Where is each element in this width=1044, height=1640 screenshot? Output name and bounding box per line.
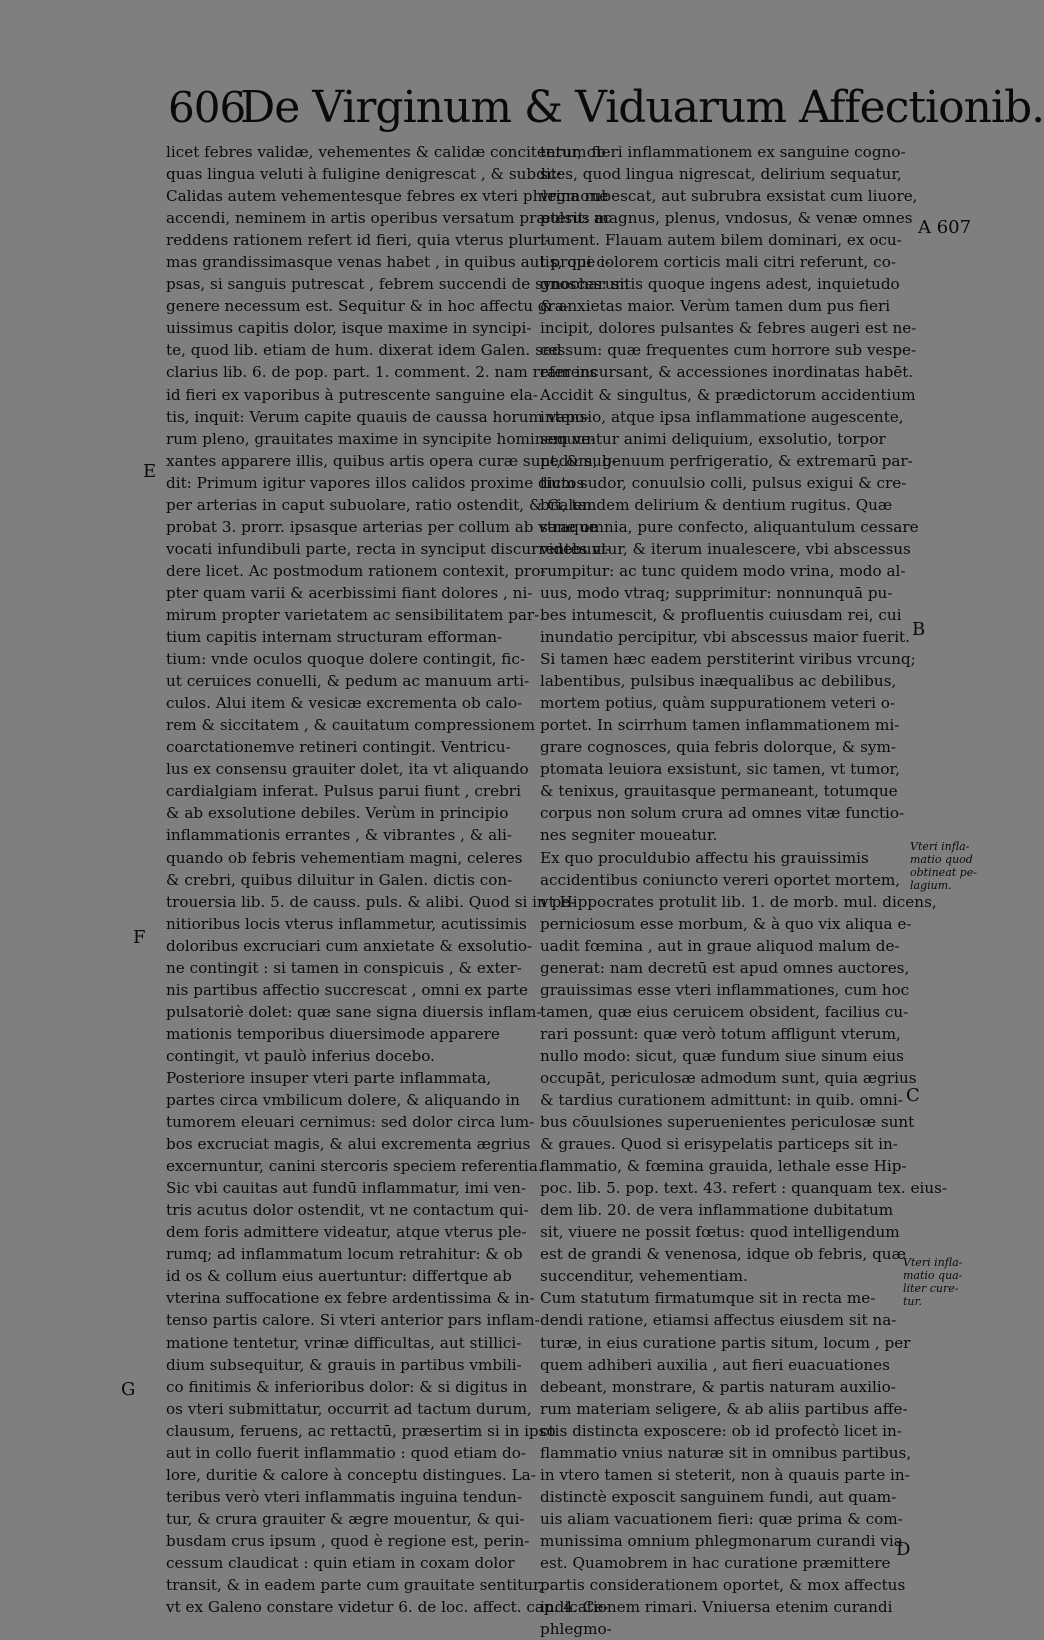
text-line: grare cognosces, quia febris dolorque, & sym- bbox=[540, 738, 896, 757]
text-line: mirum propter varietatem ac sensibilitatem par- bbox=[166, 605, 540, 624]
text-line: quem adhiberi auxilia , aut fieri euacuationes bbox=[540, 1355, 890, 1374]
text-line: dem foris admittere videatur, atque vterus ple- bbox=[166, 1223, 527, 1242]
text-line: tumorem eleuari cernimus: sed dolor circa lum- bbox=[166, 1113, 535, 1132]
text-line: Ex quo proculdubio affectu his grauissimis bbox=[540, 848, 869, 867]
text-line: ctis distincta exposcere: ob id profectò licet in- bbox=[540, 1421, 902, 1440]
text-line: tument. Flauam autem bilem dominari, ex ocu- bbox=[540, 231, 902, 250]
text-line: id fieri ex vaporibus à putrescente sanguine ela- bbox=[166, 385, 538, 404]
text-line: id os & collum eius auertuntur: differtque ab bbox=[166, 1267, 512, 1286]
text-line: vt Hippocrates protulit lib. 1. de morb. mul. dicens, bbox=[540, 892, 937, 911]
page-number: 606 bbox=[168, 83, 246, 132]
text-line: cessum: quæ frequentes cum horrore sub vespe- bbox=[540, 341, 917, 360]
text-line: turæ, in eius curatione partis situm, locum , per bbox=[540, 1333, 911, 1352]
text-line: terum fieri inflammationem ex sanguine cogno- bbox=[540, 143, 906, 161]
text-line: nullo modo: sicut, quæ fundum siue sinum eius bbox=[540, 1046, 904, 1065]
text-line: poc. lib. 5. pop. text. 43. refert : quanquam tex. eius- bbox=[540, 1179, 948, 1198]
text-line: phlegmo- bbox=[540, 1620, 612, 1639]
text-line: rum materiam seligere, & ab aliis partibus affe- bbox=[540, 1399, 908, 1418]
text-line: co finitimis & inferioribus dolor: & si digitus in bbox=[166, 1377, 528, 1396]
text-line: tris acutus dolor ostendit, vt ne contactum qui- bbox=[166, 1201, 529, 1220]
text-line: gnosces: sitis quoque ingens adest, inquietudo bbox=[540, 275, 900, 294]
margin-note-uterus-inflammation: Vteri infla- matio quod obtineat pe- lagium. bbox=[910, 840, 977, 892]
text-line: trouersia lib. 5. de causs. puls. & alibi. Quod si in pe- bbox=[166, 892, 576, 911]
text-line: excernuntur, canini stercoris speciem referentia. bbox=[166, 1157, 543, 1176]
text-line: nis partibus affectio succrescat , omni ex parte bbox=[166, 980, 528, 999]
text-line: quando ob febris vehementiam magni, celeres bbox=[166, 848, 523, 867]
text-line: tur, & crura grauiter & ægre mouentur, & qui- bbox=[166, 1509, 525, 1528]
text-line: uis aliam vacuationem fieri: quæ prima & com- bbox=[540, 1509, 903, 1528]
text-line: est. Quamobrem in hac curatione præmittere bbox=[540, 1554, 891, 1572]
text-line: portet. In scirrhum tamen inflammationem mi- bbox=[540, 716, 900, 735]
text-line: intensio, atque ipsa inflammatione augescente, bbox=[540, 407, 904, 426]
text-line: in vtero tamen si steterit, non à quauis parte in- bbox=[540, 1465, 910, 1484]
text-line: flammatio, & fœmina grauida, lethale esse Hip- bbox=[540, 1157, 907, 1176]
text-line: & crebri, quibus diluitur in Galen. dictis con- bbox=[166, 870, 513, 889]
text-line: tis, inquit: Verum capite quauis de caussa horum vapo- bbox=[166, 407, 590, 426]
text-line: reddens rationem refert id fieri, quia vterus pluri- bbox=[166, 231, 551, 250]
text-line: indicationem rimari. Vniuersa etenim curandi bbox=[540, 1598, 893, 1617]
text-line: sit, viuere ne possit fœtus: quod intelligendum bbox=[540, 1223, 900, 1242]
text-line: Posteriore insuper vteri parte inflammata, bbox=[166, 1068, 492, 1087]
text-line: partis considerationem oportet, & mox affectus bbox=[540, 1576, 906, 1595]
text-line: uadit fœmina , aut in graue aliquod malum de- bbox=[540, 936, 900, 955]
text-line: nes segniter moueatur. bbox=[540, 826, 718, 845]
margin-letter-e: E bbox=[143, 461, 157, 482]
text-line: lus ex consensu grauiter dolet, ita vt aliquando bbox=[166, 760, 529, 779]
text-line: mortem potius, quàm suppurationem veteri o- bbox=[540, 694, 896, 713]
text-line: cardialgiam inferat. Pulsus parui fiunt , crebri bbox=[166, 782, 521, 801]
text-line: busdam crus ipsum , quod è regione est, perin- bbox=[166, 1531, 530, 1550]
text-line: bri, tandem delirium & dentium rugitus. Quæ bbox=[540, 495, 893, 514]
text-line: ut ceruices conuelli, & pedum ac manuum arti- bbox=[166, 672, 530, 691]
text-line: tium: vnde oculos quoque dolere contingit, fic- bbox=[166, 650, 526, 669]
text-line: lis, qui colorem corticis mali citri referunt, co- bbox=[540, 253, 896, 272]
text-line: & ab exsolutione debiles. Verùm in principio bbox=[166, 804, 509, 823]
text-line: perniciosum esse morbum, & à quo vix aliqua e- bbox=[540, 914, 912, 933]
text-line: bos excruciat magis, & alui excrementa ægrius bbox=[166, 1135, 531, 1154]
text-line: pulsatoriè dolet: quæ sane signa diuersis inflam- bbox=[166, 1002, 542, 1021]
text-line: & anxietas maior. Verùm tamen dum pus fieri bbox=[540, 297, 891, 316]
text-line: dem lib. 20. de vera inflammatione dubitatum bbox=[540, 1201, 894, 1220]
text-line: xantes apparere illis, quibus artis opera curæ sunt, & sub- bbox=[166, 451, 617, 470]
margin-letter-b: B bbox=[912, 619, 926, 640]
text-line: te, quod lib. etiam de hum. dixerat idem Galen. sed bbox=[166, 341, 562, 360]
margin-letter-d: D bbox=[896, 1539, 911, 1560]
text-line: Accidit & singultus, & prædictorum accidentium bbox=[540, 385, 916, 404]
text-line: pulsus magnus, plenus, vndosus, & venæ omnes bbox=[540, 209, 913, 228]
text-line: os vteri submittatur, occurrit ad tactum durum, bbox=[166, 1399, 532, 1418]
text-line: per arterias in caput subuolare, ratio ostendit, & Galen. bbox=[166, 495, 597, 514]
text-line: flammatio vnius naturæ sit in omnibus partibus, bbox=[540, 1443, 912, 1462]
text-line: rumpitur: ac tunc quidem modo vrina, modo al- bbox=[540, 561, 906, 580]
text-line: dendi ratione, etiamsi affectus eiusdem sit na- bbox=[540, 1311, 897, 1330]
text-line: tamen, quæ eius ceruicem obsident, facilius cu- bbox=[540, 1002, 909, 1021]
text-line: vocati infundibuli parte, recta in synciput discurrentes vi- bbox=[166, 539, 611, 558]
text-line: & tardius curationem admittunt: in quib. omni- bbox=[540, 1091, 903, 1110]
text-line: rumq; ad inflammatum locum retrahitur: & ob bbox=[166, 1245, 523, 1264]
text-line: uissimus capitis dolor, isque maxime in syncipi- bbox=[166, 319, 532, 338]
text-line: generat: nam decretū est apud omnes auctores, bbox=[540, 958, 910, 977]
text-line: vrina rubescat, aut subrubra exsistat cum liuore, bbox=[540, 187, 918, 206]
margin-letter-g: G bbox=[121, 1379, 136, 1400]
text-line: uus, modo vtraq; supprimitur: nonnunquā pu- bbox=[540, 583, 893, 602]
text-line: pedum, genuum perfrigeratio, & extremarū par- bbox=[540, 451, 913, 470]
text-line: ne contingit : si tamen in conspicuis , & exter- bbox=[166, 958, 522, 977]
text-line: & tenixus, grauitasque permaneant, totumque bbox=[540, 782, 898, 801]
running-title: De Virginum & Viduarum Affectionib. bbox=[240, 82, 1044, 133]
text-line: ram incursant, & accessiones inordinatas habēt. bbox=[540, 363, 914, 382]
text-line: genere necessum est. Sequitur & in hoc affectu gra- bbox=[166, 297, 569, 316]
text-line: distinctè exposcit sanguinem fundi, aut quam- bbox=[540, 1487, 897, 1506]
text-line: bes intumescit, & profluentis cuiusdam rei, cui bbox=[540, 605, 902, 624]
text-line: doloribus excruciari cum anxietate & exsolutio- bbox=[166, 936, 533, 955]
text-line: Cum statutum firmatumque sit in recta me- bbox=[540, 1289, 876, 1308]
text-line: dium subsequitur, & grauis in partibus vmbili- bbox=[166, 1355, 522, 1374]
text-line: occupāt, periculosæ admodum sunt, quia ægrius bbox=[540, 1068, 917, 1087]
text-line: ptomata leuiora exsistunt, sic tamen, vt tumor, bbox=[540, 760, 900, 779]
text-line: Calidas autem vehementesque febres ex vteri phlegmone bbox=[166, 187, 609, 206]
text-line: sane omnia, pure confecto, aliquantulum cessare bbox=[540, 517, 919, 536]
margin-note-cure: Vteri infla- matio qua- liter cure- tur. bbox=[903, 1256, 963, 1308]
text-line: vt ex Galeno constare videtur 6. de loc. affect. cap. 4. Ce- bbox=[166, 1598, 609, 1617]
text-line: & graues. Quod si erisypelatis particeps sit in- bbox=[540, 1135, 898, 1154]
text-line: Sic vbi cauitas aut fundū inflammatur, imi ven- bbox=[166, 1179, 527, 1198]
text-line: rum pleno, grauitates maxime in syncipite hominem ve- bbox=[166, 429, 596, 448]
text-line: matione tentetur, vrinæ difficultas, aut stillici- bbox=[166, 1333, 522, 1352]
text-line: incipit, dolores pulsantes & febres augeri est ne- bbox=[540, 319, 917, 338]
text-line: accidentibus coniuncto vereri oportet mortem, bbox=[540, 870, 901, 889]
text-line: aut in collo fuerit inflammatio : quod etiam do- bbox=[166, 1443, 526, 1462]
text-line: teribus verò vteri inflammatis inguina tendun- bbox=[166, 1487, 522, 1506]
text-line: tium sudor, conuulsio colli, pulsus exigui & cre- bbox=[540, 473, 907, 492]
text-line: psas, si sanguis putrescat , febrem succendi de synocharum bbox=[166, 275, 630, 294]
text-line: clarius lib. 6. de pop. part. 1. comment. 2. nam referens bbox=[166, 363, 598, 382]
text-line: grauissimas esse vteri inflammationes, cum hoc bbox=[540, 980, 910, 999]
margin-letter-f: F bbox=[133, 927, 146, 948]
text-line: lore, duritie & calore à conceptu distingues. La- bbox=[166, 1465, 536, 1484]
text-line: coarctationemve retineri contingit. Ventricu- bbox=[166, 738, 511, 757]
text-line: tium capitis internam structuram efforman- bbox=[166, 628, 503, 647]
text-line: labentibus, pulsibus inæqualibus ac debilibus, bbox=[540, 672, 897, 691]
text-line: dit: Primum igitur vapores illos calidos proxime dictos bbox=[166, 473, 585, 492]
text-line: inundatio percipitur, vbi abscessus maior fuerit. bbox=[540, 628, 910, 647]
text-line: tenso partis calore. Si vteri anterior pars inflam- bbox=[166, 1311, 540, 1330]
text-line: culos. Alui item & vesicæ excrementa ob calo- bbox=[166, 694, 523, 713]
text-line: pter quam varii & acerbissimi fiant dolores , ni- bbox=[166, 583, 533, 602]
text-line: cessum claudicat : quin etiam in coxam dolor bbox=[166, 1554, 515, 1572]
text-line: videbuntur, & iterum inualescere, vbi abscessus bbox=[540, 539, 911, 558]
text-line: mas grandissimasque venas habet , in quibus aut prope i- bbox=[166, 253, 611, 272]
text-line: vterina suffocatione ex febre ardentissima & in- bbox=[166, 1289, 535, 1308]
text-line: sces, quod lingua nigrescat, delirium sequatur, bbox=[540, 165, 902, 184]
text-line: rem & siccitatem , & cauitatum compressionem bbox=[166, 716, 536, 735]
text-line: Si tamen hæc eadem perstiterint viribus vrcunq; bbox=[540, 650, 916, 669]
text-line: mationis temporibus diuersimode apparere bbox=[166, 1024, 500, 1043]
margin-letter-c: C bbox=[906, 1085, 920, 1106]
margin-letter-a-607: A 607 bbox=[918, 217, 972, 238]
text-line: accendi, neminem in artis operibus versatum præterit: ac bbox=[166, 209, 612, 228]
text-line: quas lingua veluti à fuligine denigrescat , & subdit: bbox=[166, 165, 562, 184]
text-line: succenditur, vehementiam. bbox=[540, 1267, 748, 1286]
text-line: rari possunt: quæ verò totum affligunt vterum, bbox=[540, 1024, 901, 1043]
text-line: transit, & in eadem parte cum grauitate sentitur, bbox=[166, 1576, 544, 1595]
text-line: probat 3. prorr. ipsasque arterias per collum ab vtraque bbox=[166, 517, 598, 536]
text-line: bus cōuulsiones superuenientes periculosæ sunt bbox=[540, 1113, 915, 1132]
text-line: partes circa vmbilicum dolere, & aliquando in bbox=[166, 1091, 520, 1110]
text-line: corpus non solum crura ad omnes vitæ functio- bbox=[540, 804, 905, 823]
text-line: licet febres validæ, vehementes & calidæ concitentur, ob bbox=[166, 143, 606, 161]
text-line: nitioribus locis vterus inflammetur, acutissimis bbox=[166, 914, 527, 933]
text-line: clausum, feruens, ac rettactū, præsertim si in ipso bbox=[166, 1421, 556, 1440]
text-line: inflammationis errantes , & vibrantes , & ali- bbox=[166, 826, 512, 845]
text-line: debeant, monstrare, & partis naturam auxilio- bbox=[540, 1377, 896, 1396]
text-line: munissima omnium phlegmonarum curandi via bbox=[540, 1531, 903, 1550]
text-line: sequuntur animi deliquium, exsolutio, torpor bbox=[540, 429, 886, 448]
text-line: contingit, vt paulò inferius docebo. bbox=[166, 1046, 435, 1065]
text-line: dere licet. Ac postmodum rationem contexit, pro- bbox=[166, 561, 546, 580]
text-line: est de grandi & venenosa, idque ob febris, quæ bbox=[540, 1245, 906, 1264]
